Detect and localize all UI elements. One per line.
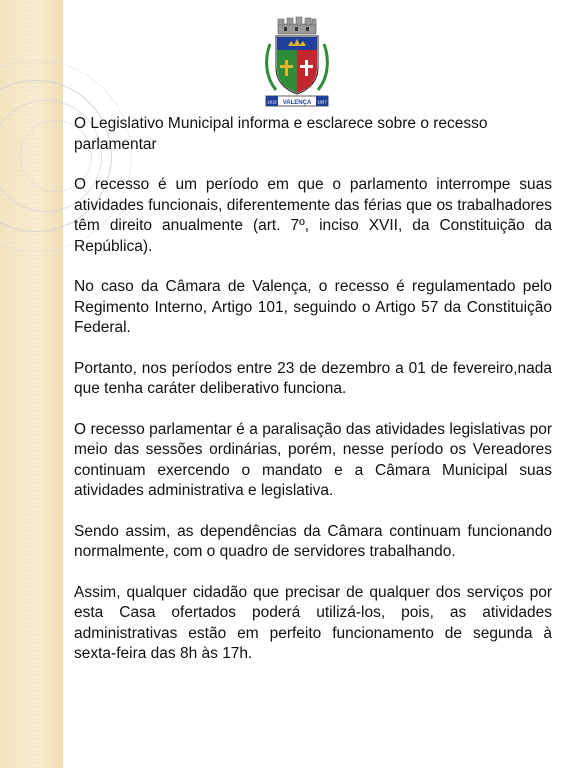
right-branch-icon [318, 44, 327, 90]
left-branch-icon [267, 44, 276, 90]
notice-paragraph: O recesso parlamentar é a paralisação das atividades legislativas por meio das sessões ordinárias, porém, nesse período os Vereadores continuam exercendo o mandato e a Câmara Municipal suas atividades administrativa e legislativa. [74, 420, 552, 499]
notice-paragraph: No caso da Câmara de Valença, o recesso é regulamentado pelo Regimento Interno, Artigo 101, seguindo o Artigo 57 da Constituição Federal. [74, 278, 552, 336]
crest-banner-text: VALENÇA [282, 100, 312, 106]
crest-year-right: 1857 [317, 99, 327, 105]
notice-paragraph: O recesso é um período em que o parlamento interrompe suas atividades funcionais, diferentemente das férias que os trabalhadores têm direito anualmente (art. 7º, inciso XVII, da Constituição da República). [74, 176, 552, 255]
mural-crown-icon [278, 17, 316, 34]
crest-year-left: 1819 [267, 99, 277, 105]
shield-icon [276, 36, 318, 94]
municipal-coat-of-arms-icon [262, 16, 332, 108]
notice-paragraph: Sendo assim, as dependências da Câmara continuam funcionando normalmente, com o quadro de servidores trabalhando. [74, 522, 552, 560]
notice-paragraph: Portanto, nos períodos entre 23 de dezembro a 01 de fevereiro,nada que tenha caráter deliberativo funciona. [74, 359, 552, 397]
notice-paragraph: Assim, qualquer cidadão que precisar de qualquer dos serviços por esta Casa ofertados poderá utilizá-los, pois, as atividades administrativas estão em perfeito funcionamento de segunda à sexta-feira das 8h às 17h. [74, 583, 552, 662]
crest-banner [266, 96, 328, 106]
notice-body [74, 114, 552, 685]
notice-heading: O Legislativo Municipal informa e esclarece sobre o recesso parlamentar [74, 115, 488, 153]
